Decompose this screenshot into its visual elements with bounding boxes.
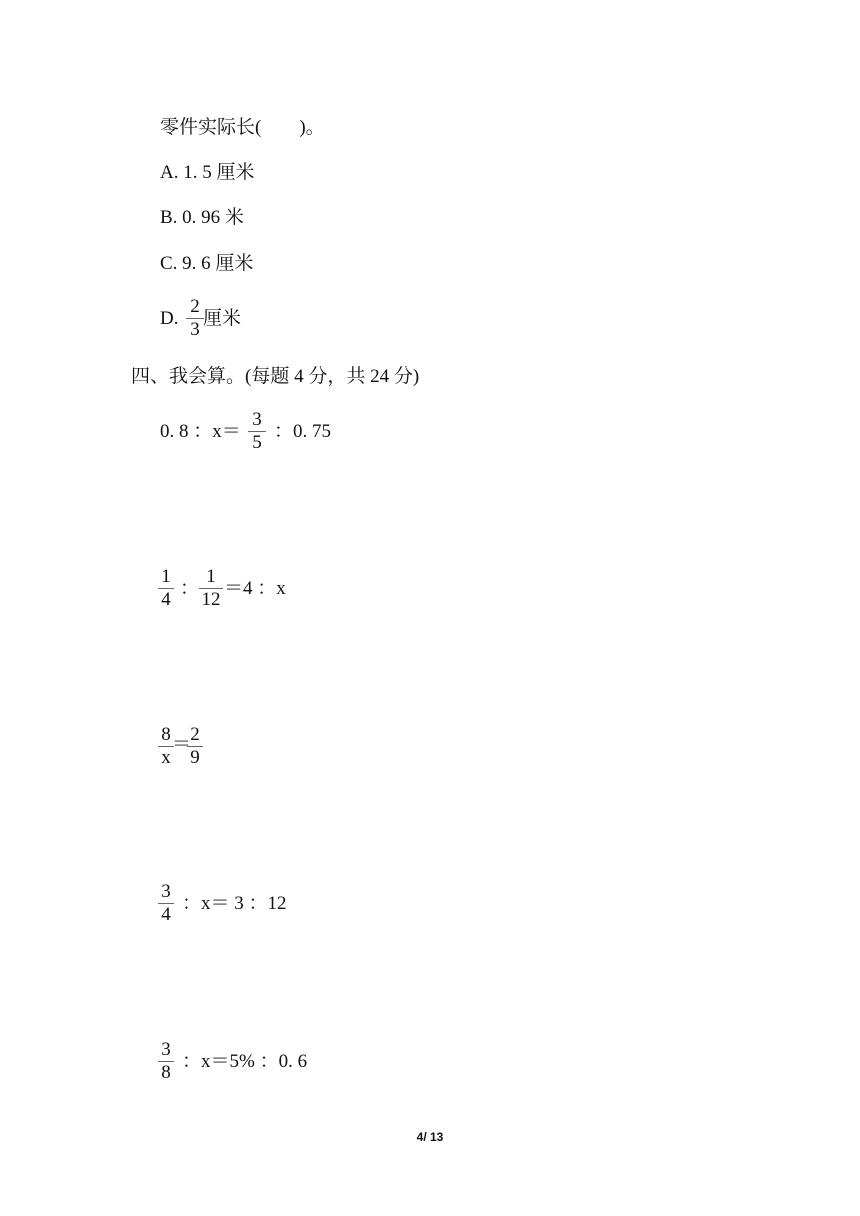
problem-1-fraction (248, 410, 266, 453)
fraction-numerator: 3 (161, 881, 171, 902)
fraction-numerator: 2 (190, 724, 200, 745)
problem-1-right: ：0. 75 (274, 421, 332, 442)
fraction-numerator: 1 (161, 566, 171, 587)
fraction-denominator: x (161, 747, 171, 768)
fraction-numerator: 3 (161, 1039, 171, 1060)
problem-2-fraction-2 (199, 567, 223, 610)
page-number: 4/ 13 (416, 1130, 444, 1144)
problem-1-left: 0. 8 ：x＝ (160, 421, 241, 442)
problem-4-fraction (158, 882, 174, 925)
option-d-suffix: 厘米 (203, 308, 242, 329)
fraction-denominator: 5 (252, 432, 262, 453)
fraction-denominator: 9 (190, 747, 200, 768)
option-a: A. 1. 5 厘米 (160, 162, 255, 183)
option-c: C. 9. 6 厘米 (160, 253, 254, 274)
fraction-denominator: 4 (161, 904, 171, 925)
problem-2-fraction-1 (158, 567, 174, 610)
section-heading: 四、我会算。(每题 4 分，共 24 分) (131, 366, 420, 387)
fraction-numerator: 1 (206, 566, 216, 587)
fraction-denominator: 3 (190, 319, 200, 340)
fraction-numerator: 8 (161, 724, 171, 745)
question-stem: 零件实际长( )。 (160, 117, 325, 138)
fraction-numerator: 2 (190, 296, 200, 317)
option-b: B. 0. 96 米 (160, 207, 244, 228)
fraction-denominator: 4 (161, 589, 171, 610)
fraction-numerator: 3 (252, 409, 262, 430)
problem-3-fraction-2 (187, 725, 203, 768)
option-d-prefix: D. (160, 308, 179, 329)
problem-3-equals: ＝ (172, 734, 192, 755)
problem-5-right: ：x＝5% ：0. 6 (182, 1051, 308, 1072)
option-d-fraction (186, 297, 204, 340)
problem-2-colon: ： (180, 578, 200, 599)
fraction-denominator: 12 (201, 589, 221, 610)
fraction-denominator: 8 (161, 1062, 171, 1083)
problem-4-right: ：x＝ 3 ：12 (182, 893, 287, 914)
problem-2-right: ＝4 ：x (224, 578, 286, 599)
problem-5-fraction (158, 1040, 174, 1083)
